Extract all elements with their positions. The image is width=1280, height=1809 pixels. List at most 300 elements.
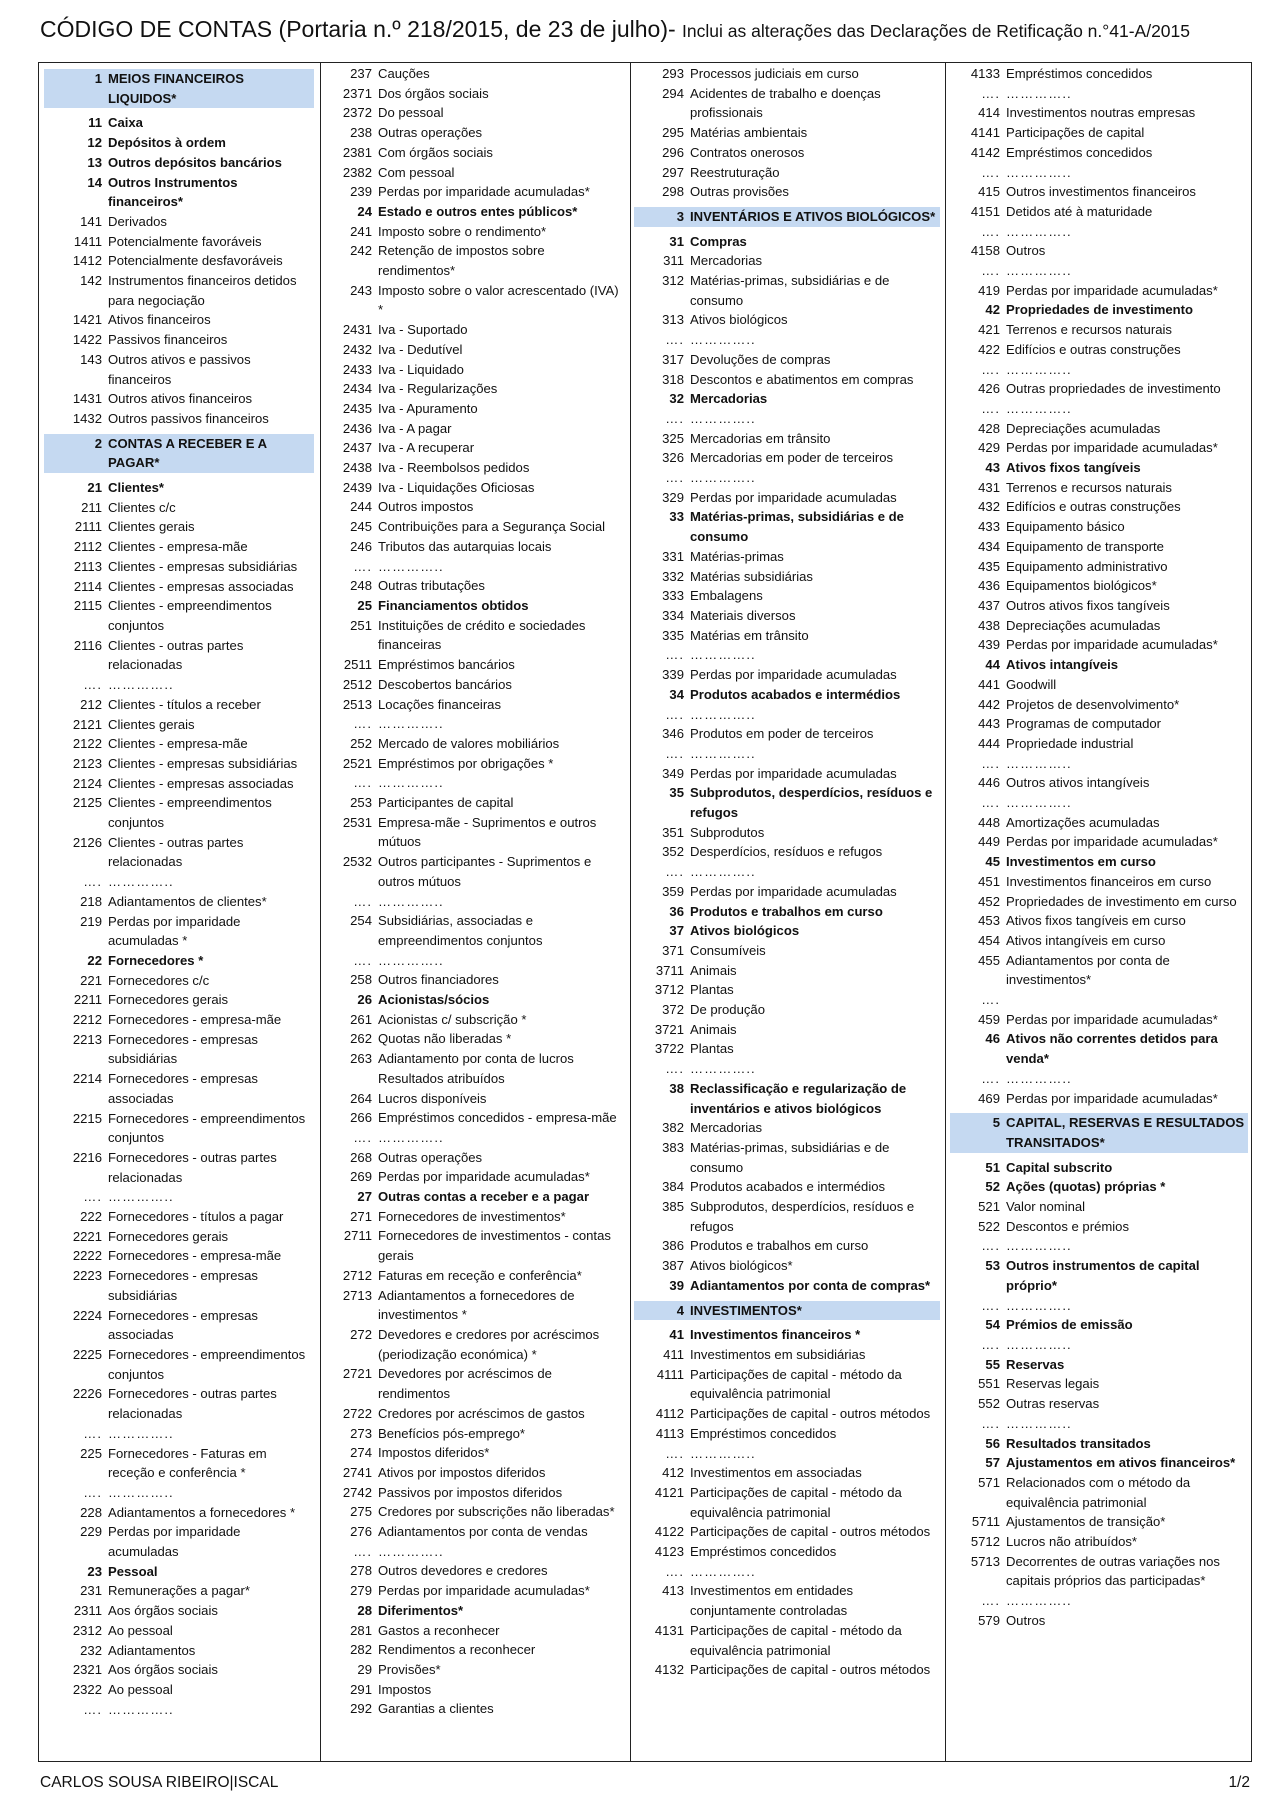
account-row (950, 458, 1248, 478)
account-label: Participações de capital (1006, 125, 1145, 141)
footer-author: CARLOS SOUSA RIBEIRO|ISCAL (40, 1774, 279, 1791)
account-row (44, 754, 314, 774)
account-code: 229 (80, 1524, 102, 1540)
account-code: 279 (350, 1583, 372, 1599)
account-code: 2221 (72, 1228, 102, 1244)
account-code: 5711 (971, 1514, 1000, 1530)
account-row (324, 64, 624, 84)
account-row (324, 1207, 624, 1227)
account-code: …. (83, 1189, 102, 1205)
account-code: 2214 (72, 1071, 102, 1087)
account-row (324, 1049, 624, 1069)
account-code: 57 (985, 1455, 1000, 1471)
account-code: 351 (662, 824, 684, 840)
account-row (950, 635, 1248, 655)
account-code: 443 (978, 716, 1000, 732)
account-label: Participações de capital - método da equivalência patrimonial (690, 1366, 902, 1402)
account-row (950, 537, 1248, 557)
account-label: Clientes - empresas subsidiárias (108, 558, 298, 574)
account-code: 2212 (72, 1012, 102, 1028)
account-label: ………….. (378, 893, 444, 909)
account-row (324, 537, 624, 557)
account-label: Consumíveis (690, 942, 766, 958)
account-label: ………….. (108, 1701, 174, 1717)
account-label: Impostos diferidos* (378, 1445, 490, 1461)
account-label: ………….. (690, 864, 756, 880)
account-row (44, 1306, 314, 1345)
account-code: 426 (978, 381, 1000, 397)
account-code: 262 (350, 1031, 372, 1047)
account-class-header (44, 434, 314, 473)
account-code: …. (353, 558, 372, 574)
account-label: Potencialmente desfavoráveis (108, 253, 283, 269)
account-label: Clientes gerais (108, 716, 195, 732)
account-code: 438 (978, 617, 1000, 633)
account-label: Descobertos bancários (378, 676, 512, 692)
account-label: Adiantamentos (108, 1642, 196, 1658)
account-label: Com órgãos sociais (378, 144, 493, 160)
account-label: Reservas legais (1006, 1376, 1100, 1392)
account-code: 2711 (343, 1228, 372, 1244)
account-row (950, 438, 1248, 458)
account-code: 2381 (342, 144, 372, 160)
account-label: Ativos por impostos diferidos (378, 1464, 546, 1480)
account-code: 552 (978, 1396, 1000, 1412)
account-code: 3711 (655, 962, 684, 978)
account-code: 22 (87, 952, 102, 968)
account-row (44, 1384, 314, 1423)
account-code: 21 (87, 480, 102, 496)
account-code: 52 (985, 1179, 1000, 1195)
account-label: ………….. (1006, 1297, 1072, 1313)
account-label: Outros Instrumentos financeiros* (108, 174, 238, 210)
account-row (44, 1227, 314, 1247)
account-row (634, 1118, 940, 1138)
account-label: Ao pessoal (108, 1622, 173, 1638)
account-row (950, 320, 1248, 340)
account-label: ………….. (1006, 1337, 1072, 1352)
account-row (324, 1148, 624, 1168)
account-row (44, 133, 314, 153)
account-row (324, 734, 624, 754)
account-label: Decorrentes de outras variações nos capitais próprios das participadas* (1006, 1553, 1220, 1589)
account-label: Outras propriedades de investimento (1006, 381, 1221, 397)
account-row (950, 813, 1248, 833)
account-label: Resultados atribuídos (378, 1070, 505, 1086)
account-label: Potencialmente favoráveis (108, 233, 262, 249)
account-code: 266 (350, 1110, 372, 1126)
account-label: Lucros disponíveis (378, 1090, 487, 1106)
account-row (950, 281, 1248, 301)
account-code: 24 (357, 203, 372, 219)
account-label: Imposto sobre o rendimento* (378, 223, 547, 239)
account-label: Desperdícios, resíduos e refugos (690, 844, 883, 860)
account-row (634, 1020, 940, 1040)
account-code: 2123 (72, 755, 102, 771)
account-code: 333 (662, 588, 684, 604)
account-code: 241 (350, 223, 372, 239)
account-label: ………….. (378, 1543, 444, 1559)
account-code: 2222 (72, 1248, 102, 1264)
account-label: Investimentos em curso (1006, 854, 1156, 870)
account-code: 272 (350, 1327, 372, 1342)
account-label: ………….. (378, 558, 444, 574)
account-label: Gastos a reconhecer (378, 1622, 500, 1638)
account-code: 51 (985, 1159, 1000, 1175)
account-code: …. (665, 745, 684, 761)
footer-page-number: 1/2 (1228, 1774, 1250, 1791)
account-label: ………….. (690, 1061, 756, 1077)
account-code: 2126 (72, 834, 102, 850)
account-label: Depreciações acumuladas (1006, 617, 1161, 633)
account-code: 312 (662, 273, 684, 289)
account-row (44, 113, 314, 133)
account-row (44, 1069, 314, 1108)
account-label: Do pessoal (378, 105, 444, 121)
account-label: Perdas por imparidade acumuladas* (1006, 637, 1218, 653)
account-label: Prémios de emissão (1006, 1317, 1133, 1333)
account-code (324, 1069, 378, 1089)
account-code: 232 (80, 1642, 102, 1658)
account-row (324, 951, 624, 971)
account-code: 225 (80, 1445, 102, 1461)
account-row (950, 1335, 1248, 1355)
account-label: Participações de capital - método da equivalência patrimonial (690, 1484, 902, 1520)
account-code: 2511 (343, 657, 372, 673)
account-label: Mercadorias (690, 1120, 763, 1136)
account-row (634, 1177, 940, 1197)
account-row (950, 143, 1248, 163)
account-row (634, 1522, 940, 1542)
account-code: 2322 (72, 1681, 102, 1697)
account-row (634, 586, 940, 606)
account-label: Investimentos noutras empresas (1006, 105, 1196, 121)
account-code: 415 (978, 184, 1000, 200)
account-row (634, 645, 940, 665)
account-row (634, 941, 940, 961)
account-code: 35 (669, 785, 684, 801)
account-row (950, 517, 1248, 537)
account-label: Capital subscrito (1006, 1159, 1113, 1175)
account-label: Lucros não atribuídos* (1006, 1534, 1138, 1550)
account-row (44, 695, 314, 715)
account-row (950, 655, 1248, 675)
account-row (324, 1601, 624, 1621)
account-row (44, 1010, 314, 1030)
account-row (44, 212, 314, 232)
account-code: 2436 (342, 420, 372, 436)
account-label: Clientes - empresas associadas (108, 578, 294, 594)
account-row (634, 1000, 940, 1020)
account-code: 11 (88, 115, 102, 131)
account-label: Outros financiadores (378, 972, 499, 988)
account-code: …. (665, 864, 684, 880)
account-label: Ativos biológicos* (690, 1258, 793, 1274)
account-label: Outros devedores e credores (378, 1563, 548, 1579)
account-label: Com pessoal (378, 164, 455, 180)
account-code: 2434 (342, 381, 372, 397)
account-label: Clientes - empreendimentos conjuntos (108, 795, 272, 831)
account-code: 221 (80, 972, 102, 988)
account-label: Outros impostos (378, 499, 474, 515)
account-code: 2112 (73, 539, 102, 555)
account-label: Subprodutos, desperdícios, resíduos e refugos (690, 1199, 915, 1234)
account-row (324, 892, 624, 912)
account-label: ………….. (690, 410, 756, 426)
account-label: Perdas por imparidade acumuladas (690, 489, 897, 505)
account-code: 4132 (654, 1662, 684, 1678)
account-row (44, 1483, 314, 1503)
account-code: 521 (978, 1199, 1000, 1215)
account-code: …. (665, 332, 684, 348)
account-row (324, 655, 624, 675)
account-label: Clientes - empresas associadas (108, 775, 294, 791)
account-code: 522 (978, 1218, 1000, 1234)
account-row (44, 1030, 314, 1069)
account-code: 251 (350, 617, 372, 633)
account-label: Perdas por imparidade acumuladas* (1006, 834, 1218, 850)
account-label: ………….. (690, 706, 756, 722)
account-label: Ativos intangíveis em curso (1006, 932, 1166, 948)
account-row (324, 458, 624, 478)
account-label: Devoluções de compras (690, 351, 831, 367)
account-code: 36 (669, 903, 684, 919)
account-code: …. (981, 1297, 1000, 1313)
account-label: Ajustamentos de transição* (1006, 1514, 1166, 1530)
account-code: 346 (662, 726, 684, 742)
account-label: ………….. (1006, 755, 1072, 771)
account-label: Animais (690, 1021, 737, 1037)
account-row (634, 1365, 940, 1404)
account-row (324, 813, 624, 852)
account-row (950, 241, 1248, 261)
account-code: 4142 (970, 144, 1000, 160)
account-row (44, 232, 314, 252)
account-label: Fornecedores - empresa-mãe (108, 1012, 282, 1028)
account-row (44, 734, 314, 754)
account-label: Fornecedores - empreendimentos conjuntos (108, 1110, 306, 1146)
account-row (324, 1424, 624, 1444)
account-code: …. (83, 1484, 102, 1500)
account-row (44, 173, 314, 212)
account-label: Compras (690, 233, 747, 249)
account-code: …. (981, 85, 1000, 101)
account-code: …. (353, 775, 372, 791)
account-label: Investimentos em subsidiárias (690, 1347, 866, 1362)
account-code: 352 (662, 844, 684, 860)
account-label: Impostos (378, 1681, 432, 1697)
account-row (950, 1394, 1248, 1414)
account-label: Matérias-primas (690, 548, 784, 564)
account-label: Empréstimos bancários (378, 657, 515, 673)
account-row (634, 1621, 940, 1660)
account-code: 269 (350, 1169, 372, 1185)
account-code: 2226 (72, 1386, 102, 1402)
account-row (44, 1148, 314, 1187)
account-row (950, 1217, 1248, 1237)
account-row (44, 636, 314, 675)
account-code: 385 (662, 1199, 684, 1215)
account-code: 46 (985, 1031, 1000, 1047)
account-label: Fornecedores gerais (108, 1228, 229, 1244)
account-code: 298 (662, 184, 684, 200)
account-label: Iva - Regularizações (378, 381, 498, 397)
account-code: 274 (350, 1445, 372, 1461)
account-code: 238 (350, 125, 372, 141)
account-row (634, 902, 940, 922)
account-code: 2125 (72, 795, 102, 811)
account-code: 331 (662, 548, 684, 564)
account-row (634, 1483, 940, 1522)
account-code: 278 (350, 1563, 372, 1579)
account-label: Iva - Reembolsos pedidos (378, 460, 530, 476)
account-row (324, 1089, 624, 1109)
account-label: Ativos biológicos (690, 312, 788, 328)
account-row (634, 764, 940, 784)
account-label: Fornecedores de investimentos* (378, 1208, 566, 1224)
account-row (950, 1355, 1248, 1375)
account-code: 2435 (342, 400, 372, 416)
account-row (324, 1029, 624, 1049)
account-code: 261 (350, 1011, 372, 1027)
account-label: Perdas por imparidade acumuladas* (378, 1583, 590, 1599)
account-row (634, 1562, 940, 1582)
account-code: 4122 (654, 1524, 684, 1540)
account-label: Fornecedores - empresas subsidiárias (108, 1268, 258, 1303)
account-code: 2713 (342, 1287, 372, 1303)
account-code: 5712 (970, 1534, 1000, 1550)
account-row (634, 783, 940, 822)
account-code: 39 (669, 1277, 684, 1293)
account-code: 2122 (72, 736, 102, 752)
account-code: 2111 (74, 519, 102, 535)
account-code: 268 (350, 1149, 372, 1165)
account-code: 141 (80, 213, 102, 229)
account-code: 455 (978, 952, 1000, 968)
account-label: Fornecedores - títulos a pagar (108, 1209, 284, 1225)
account-row (950, 576, 1248, 596)
account-code: 1411 (73, 233, 102, 249)
account-row (634, 1660, 940, 1680)
account-row (44, 990, 314, 1010)
account-code: …. (981, 1593, 1000, 1609)
account-row (634, 1197, 940, 1236)
account-code: 571 (978, 1474, 1000, 1490)
account-class-header (950, 1113, 1248, 1152)
account-row (44, 1345, 314, 1384)
account-row (324, 1128, 624, 1148)
account-code: 371 (662, 942, 684, 958)
account-label: Clientes - outras partes relacionadas (108, 637, 244, 673)
account-code: 143 (80, 351, 102, 367)
account-label: Matérias ambientais (690, 125, 808, 141)
account-row (950, 1010, 1248, 1030)
account-code: …. (981, 1337, 1000, 1352)
account-label: Fornecedores - empresas associadas (108, 1307, 258, 1343)
account-code: 439 (978, 637, 1000, 653)
account-label: Materiais diversos (690, 607, 796, 623)
account-code: 281 (350, 1622, 372, 1638)
account-code: 42 (985, 302, 1000, 318)
account-code: 282 (350, 1642, 372, 1658)
account-label: Empréstimos concedidos (1006, 66, 1153, 81)
account-code: 258 (350, 972, 372, 988)
account-label: Outras operações (378, 1149, 483, 1165)
account-code: 2224 (72, 1307, 102, 1323)
account-label: Ativos fixos tangíveis (1006, 460, 1141, 476)
account-code: …. (83, 1425, 102, 1441)
account-code: 13 (87, 154, 102, 170)
account-row (634, 1079, 940, 1118)
account-code: 413 (662, 1583, 684, 1599)
account-row (324, 1443, 624, 1463)
account-label: ………….. (1006, 1593, 1072, 1609)
account-row (44, 557, 314, 577)
account-row (44, 1503, 314, 1523)
account-row (950, 1512, 1248, 1532)
account-code: 296 (662, 144, 684, 160)
account-code: 53 (985, 1258, 1000, 1274)
account-label: Ativos intangíveis (1006, 657, 1119, 673)
account-code: 2712 (342, 1267, 372, 1283)
account-code: 2439 (342, 479, 372, 495)
account-code: 432 (978, 499, 1000, 515)
account-row (44, 971, 314, 991)
account-code: 412 (662, 1465, 684, 1481)
account-label: Produtos e trabalhos em curso (690, 903, 883, 919)
account-label: Adiantamentos a fornecedores * (108, 1504, 296, 1520)
account-label: Credores por acréscimos de gastos (378, 1405, 585, 1421)
account-code: 2312 (72, 1622, 102, 1638)
account-code: 2438 (342, 460, 372, 476)
account-label: Devedores e credores por acréscimos (periodização económica) * (378, 1327, 600, 1362)
account-row (44, 350, 314, 389)
account-row (324, 399, 624, 419)
account-code: 212 (80, 696, 102, 712)
account-label: Embalagens (690, 588, 763, 604)
account-row (324, 1226, 624, 1265)
account-label: Perdas por imparidade acumuladas* (378, 1169, 590, 1185)
account-code: 421 (978, 322, 1000, 338)
account-code: 293 (662, 66, 684, 81)
account-label: ………….. (690, 470, 756, 486)
account-row (950, 123, 1248, 143)
account-label: Acionistas c/ subscrição * (378, 1011, 527, 1027)
account-row (324, 1640, 624, 1660)
account-row (950, 872, 1248, 892)
account-row (950, 182, 1248, 202)
account-code: 1421 (72, 312, 102, 328)
account-row (634, 123, 940, 143)
account-label: Ações (quotas) próprias * (1006, 1179, 1166, 1195)
account-label: Adiantamentos por conta de compras* (690, 1277, 931, 1293)
account-code: 222 (80, 1209, 102, 1225)
account-label: Plantas (690, 1041, 734, 1057)
account-code: 276 (350, 1524, 372, 1540)
account-label: Fornecedores - outras partes relacionadas (108, 1149, 277, 1185)
account-label: De produção (690, 1002, 765, 1018)
account-label: Outras reservas (1006, 1396, 1100, 1412)
account-label: Iva - Liquidado (378, 361, 464, 377)
account-label: Fornecedores c/c (108, 972, 210, 988)
account-code: 31 (669, 233, 684, 249)
accounts-column-1 (44, 64, 314, 1760)
account-row (324, 241, 624, 280)
account-row (634, 961, 940, 981)
account-code: 372 (662, 1002, 684, 1018)
account-label: Outros (1006, 243, 1046, 259)
account-class-header (634, 207, 940, 227)
